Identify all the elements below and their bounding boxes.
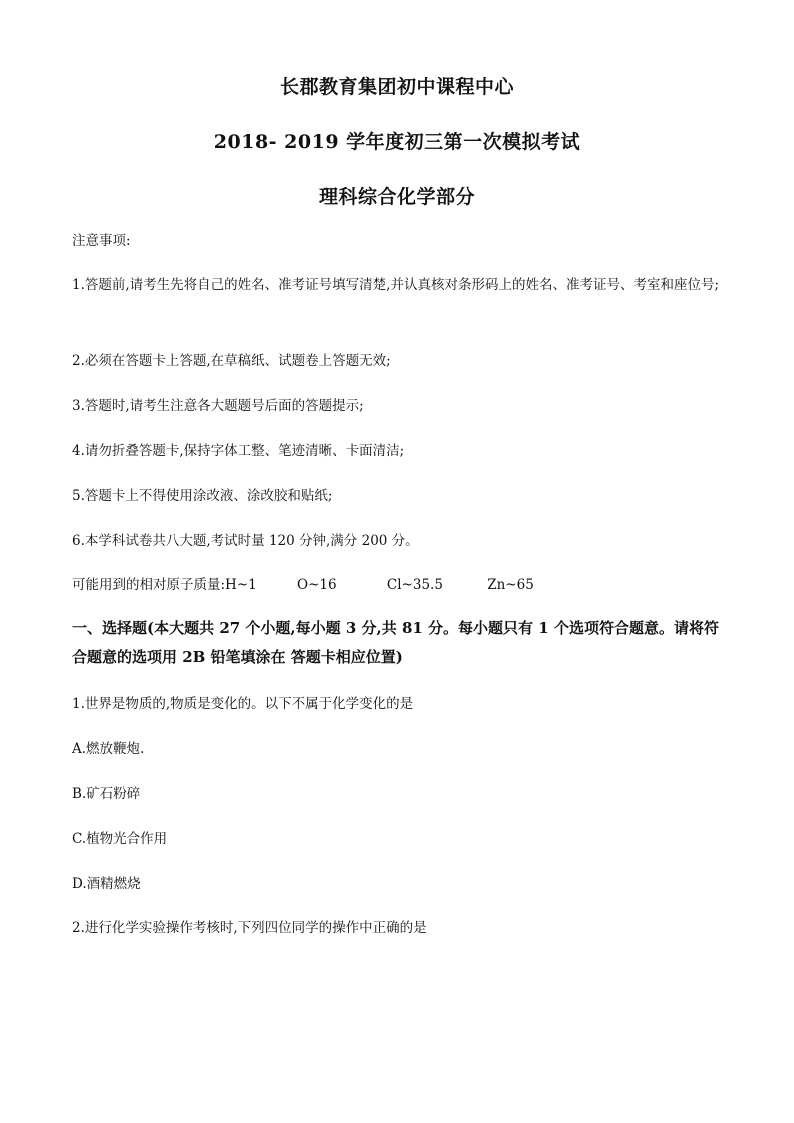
atomic-mass-line (72, 574, 724, 596)
section1-heading: 一、选择题(本大题共 27 个小题,每小题 3 分,共 81 分。每小题只有 1 个选项符合题意。请将符合题意的选项用 2B 铅笔填涂在 答题卡相应位置) (72, 619, 719, 666)
notice-item-5: 5.答题卡上不得使用涂改液、涂改胶和贴纸; (72, 488, 333, 504)
notice-item-6: 6.本学科试卷共八大题,考试时量 120 分钟,满分 200 分。 (72, 533, 419, 549)
question1-stem: 1.世界是物质的,物质是变化的。以下不属于化学变化的是 (72, 696, 414, 712)
school-title: 长郡教育集团初中课程中心 (279, 76, 514, 98)
notice-item-1: 1.答题前,请考生先将自己的姓名、准考证号填写清楚,并认真核对条形码上的姓名、准考证号、考室和座位号; (72, 277, 720, 293)
notice-item-3: 3.答题时,请考生注意各大题题号后面的答题提示; (72, 398, 364, 414)
atomic-mass-o: O~16 (297, 577, 337, 593)
question2-stem: 2.进行化学实验操作考核时,下列四位同学的操作中正确的是 (72, 920, 427, 936)
question1-option-b: B.矿石粉碎 (72, 786, 141, 802)
subject-title: 理科综合化学部分 (318, 186, 475, 208)
question1-option-c: C.植物光合作用 (72, 831, 168, 847)
atomic-mass-label: 可能用到的相对原子质量:H~1 (72, 577, 257, 593)
atomic-mass-zn: Zn~65 (487, 577, 534, 593)
question1-option-a: A.燃放鞭炮. (72, 741, 145, 757)
question1-option-d: D.酒精燃烧 (72, 876, 141, 892)
notice-item-4: 4.请勿折叠答题卡,保持字体工整、笔迹清晰、卡面清洁; (72, 443, 405, 459)
notice-heading: 注意事项: (72, 233, 131, 249)
atomic-mass-cl: Cl~35.5 (386, 577, 443, 593)
notice-item-2: 2.必须在答题卡上答题,在草稿纸、试题卷上答题无效; (72, 353, 391, 369)
exam-title: 2018- 2019 学年度初三第一次模拟考试 (213, 131, 581, 153)
